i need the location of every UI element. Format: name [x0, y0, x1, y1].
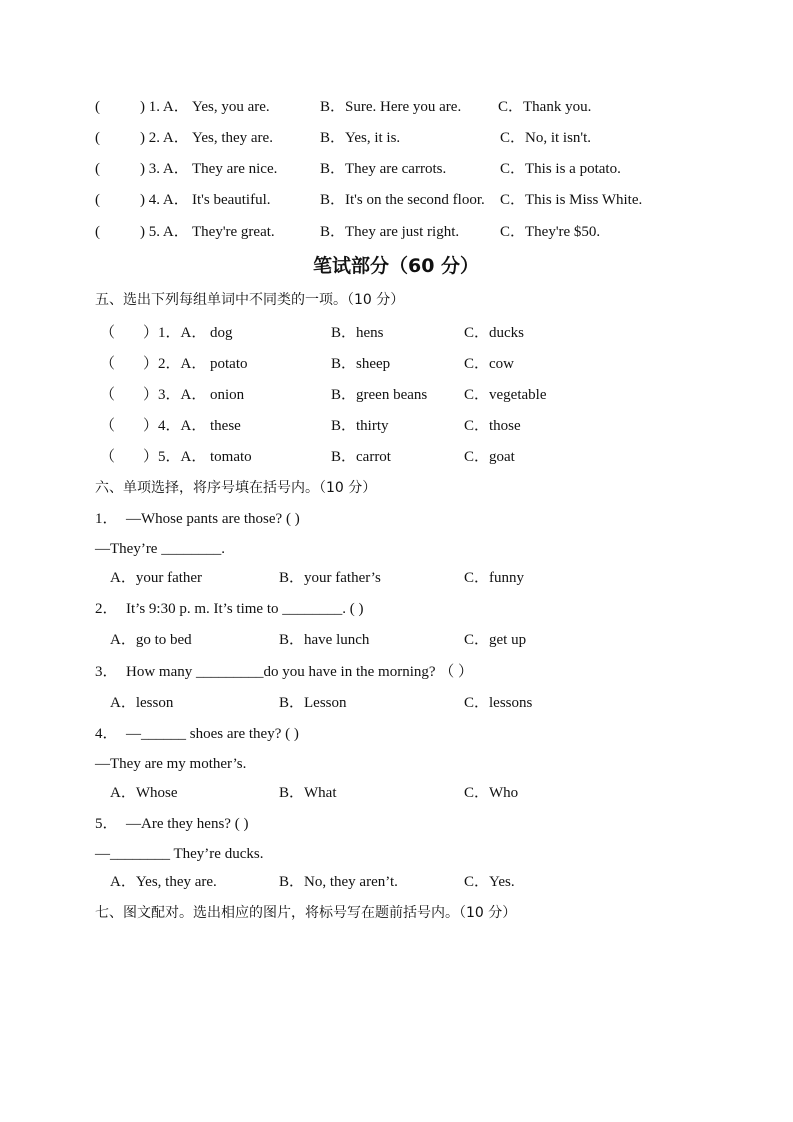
- option-c: C．lessons: [464, 695, 533, 711]
- question-number: 5．: [95, 816, 118, 832]
- option-a: these: [210, 418, 241, 434]
- option-c: C．ducks: [464, 325, 525, 341]
- answer-paren: (: [95, 224, 100, 240]
- option-b: B．thirty: [331, 418, 389, 434]
- option-c: C．those: [464, 418, 521, 434]
- question-text: —Whose pants are those? ( ): [126, 511, 300, 527]
- item-number: ）1．A．: [143, 325, 207, 341]
- option-c: C．cow: [464, 356, 514, 372]
- question-response: —They are my mother’s.: [95, 756, 247, 772]
- option-a: A．go to bed: [110, 632, 192, 648]
- option-c: C．vegetable: [464, 387, 547, 403]
- answer-paren: (: [95, 99, 100, 115]
- option-c: C．They're $50.: [500, 224, 601, 240]
- option-a: They are nice.: [192, 161, 278, 177]
- item-number: ) 2. A．: [140, 130, 189, 146]
- option-c: C．Who: [464, 785, 519, 801]
- option-c: C．funny: [464, 570, 525, 586]
- option-c: C．get up: [464, 632, 527, 648]
- option-c: C．Yes.: [464, 874, 515, 890]
- answer-paren: （: [100, 325, 116, 341]
- option-a: A．Whose: [110, 785, 178, 801]
- answer-paren: (: [95, 130, 100, 146]
- item-number: ) 1. A．: [140, 99, 189, 115]
- option-a: onion: [210, 387, 245, 403]
- answer-paren: (: [95, 161, 100, 177]
- answer-paren: （: [100, 356, 116, 372]
- section-7-heading: 七、图文配对。选出相应的图片，将标号写在题前括号内。（10 分）: [95, 905, 517, 921]
- question-number: 3．: [95, 664, 118, 680]
- question-number: 2．: [95, 601, 118, 617]
- section-5-heading: 五、选出下列每组单词中不同类的一项。（10 分）: [95, 292, 405, 308]
- item-number: ）2．A．: [143, 356, 207, 372]
- option-b: B．green beans: [331, 387, 428, 403]
- option-b: B．hens: [331, 325, 384, 341]
- option-a: A．Yes, they are.: [110, 874, 217, 890]
- question-number: 1．: [95, 511, 118, 527]
- option-b: B．They are just right.: [320, 224, 460, 240]
- option-c: C．No, it isn't.: [500, 130, 592, 146]
- item-number: ) 5. A．: [140, 224, 189, 240]
- item-number: ）4．A．: [143, 418, 207, 434]
- option-b: B．Sure. Here you are.: [320, 99, 462, 115]
- option-a: Yes, they are.: [192, 130, 273, 146]
- option-b: B．It's on the second floor.: [320, 192, 485, 208]
- option-a: It's beautiful.: [192, 192, 271, 208]
- answer-paren: （: [100, 418, 116, 434]
- option-a: potato: [210, 356, 248, 372]
- option-c: C．This is Miss White.: [500, 192, 643, 208]
- item-number: ）3．A．: [143, 387, 207, 403]
- option-c: C．goat: [464, 449, 515, 465]
- option-b: B．have lunch: [279, 632, 370, 648]
- option-c: C．This is a potato.: [500, 161, 621, 177]
- option-a: Yes, you are.: [192, 99, 270, 115]
- answer-paren: （: [100, 449, 116, 465]
- option-b: B．sheep: [331, 356, 391, 372]
- item-number: ) 3. A．: [140, 161, 189, 177]
- answer-paren: (: [95, 192, 100, 208]
- answer-paren: （: [100, 387, 116, 403]
- option-a: They're great.: [192, 224, 275, 240]
- option-b: B．What: [279, 785, 337, 801]
- question-text: It’s 9:30 p. m. It’s time to ________. ( ): [126, 601, 364, 617]
- written-part-title: 笔试部分（60 分）: [313, 255, 480, 277]
- option-b: B．your father’s: [279, 570, 381, 586]
- option-b: B．No, they aren’t.: [279, 874, 398, 890]
- item-number: ) 4. A．: [140, 192, 189, 208]
- option-a: A．your father: [110, 570, 203, 586]
- question-number: 4．: [95, 726, 118, 742]
- section-6-heading: 六、单项选择，将序号填在括号内。（10 分）: [95, 480, 377, 496]
- question-response: —They’re ________.: [95, 541, 225, 557]
- option-a: A．lesson: [110, 695, 174, 711]
- option-b: B．They are carrots.: [320, 161, 447, 177]
- option-a: dog: [210, 325, 233, 341]
- question-text: How many _________do you have in the morning? （ ）: [126, 664, 474, 680]
- question-response: —________ They’re ducks.: [95, 846, 264, 862]
- question-text: —Are they hens? ( ): [126, 816, 249, 832]
- item-number: ）5．A．: [143, 449, 207, 465]
- question-text: —______ shoes are they? ( ): [126, 726, 299, 742]
- option-b: B．Lesson: [279, 695, 347, 711]
- option-c: C．Thank you.: [498, 99, 592, 115]
- option-a: tomato: [210, 449, 252, 465]
- option-b: B．carrot: [331, 449, 391, 465]
- option-b: B．Yes, it is.: [320, 130, 401, 146]
